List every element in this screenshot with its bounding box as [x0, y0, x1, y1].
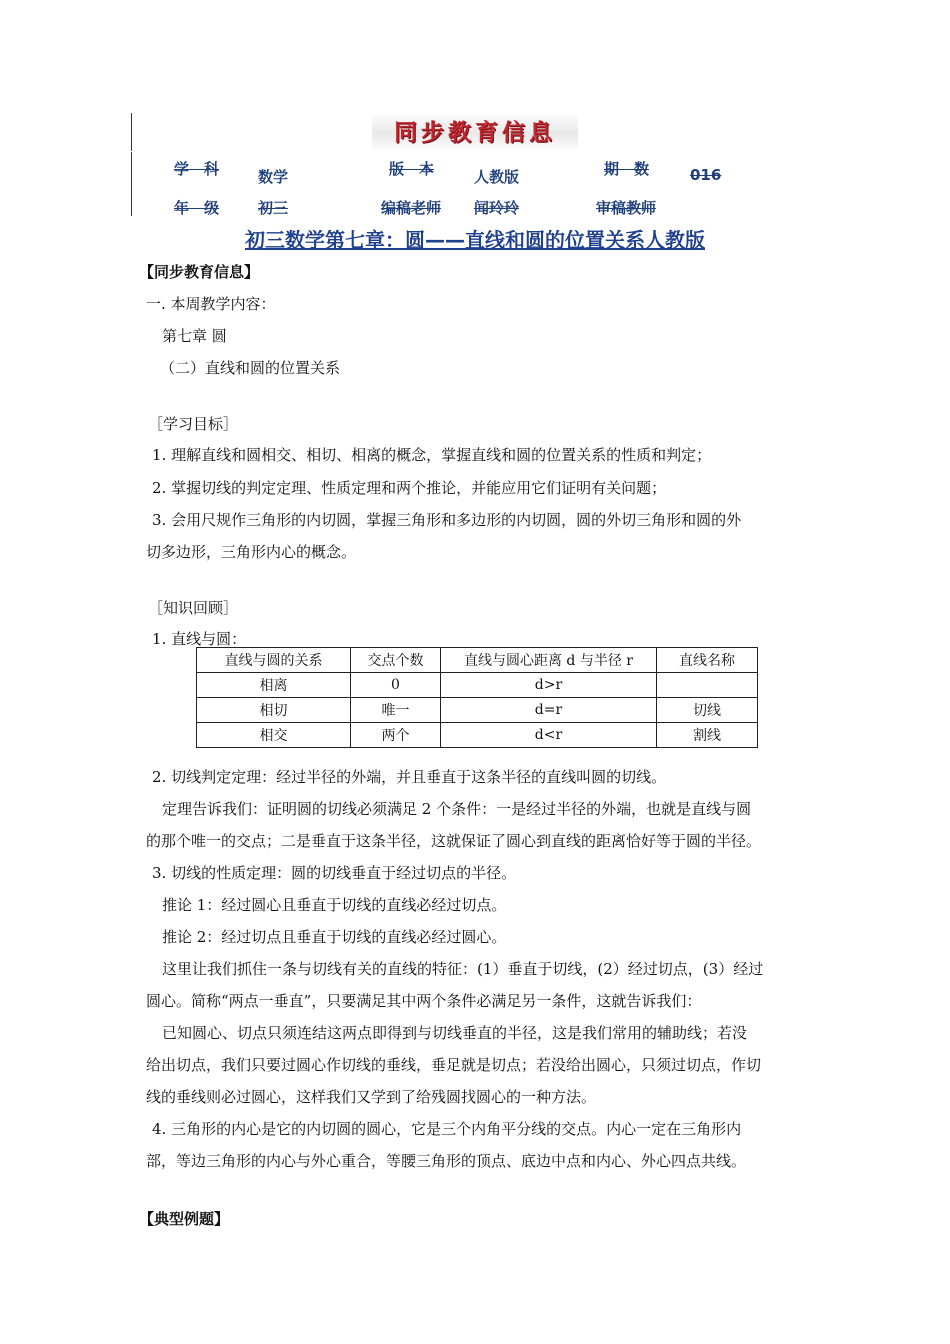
issue-value: 016 — [690, 166, 722, 184]
corollary-2: 推论 2：经过切点且垂直于切线的直线必经过圆心。 — [162, 928, 507, 946]
examples-heading: 【典型例题】 — [139, 1210, 230, 1228]
header-rule-top — [131, 113, 132, 151]
para1-line-1: 这里让我们抓住一条与切线有关的直线的特征：(1）垂直于切线，(2）经过切点，(3）经过 — [162, 960, 764, 978]
chapter-line: 第七章 圆 — [162, 327, 227, 345]
edition-value: 人教版 — [474, 168, 520, 186]
grade-label: 年 级 — [174, 199, 220, 217]
goal-item-3a: 3. 会用尺规作三角形的内切圆，掌握三角形和多边形的内切圆，圆的外切三角形和圆的外 — [152, 511, 742, 529]
para2-line-3: 线的垂线则必过圆心，这样我们又学到了给残圆找圆心的一种方法。 — [146, 1088, 597, 1106]
document-title: 初三数学第七章：圆——直线和圆的位置关系人教版 — [245, 228, 705, 252]
editor-label: 编稿老师 — [381, 199, 442, 217]
review-item-3: 3. 切线的性质定理：圆的切线垂直于经过切点的半径。 — [152, 864, 517, 882]
para1-line-2: 圆心。简称“两点一垂直”，只要满足其中两个条件必满足另一条件，这就告诉我们： — [146, 992, 702, 1010]
table-header-cell: 交点个数 — [351, 648, 441, 673]
position-relation-table — [196, 647, 758, 748]
goal-item-1: 1. 理解直线和圆相交、相切、相离的概念，掌握直线和圆的位置关系的性质和判定； — [152, 446, 712, 464]
subject-label: 学 科 — [174, 160, 220, 178]
edition-label: 版 本 — [389, 160, 435, 178]
table-row — [197, 698, 758, 723]
table-header-cell: 直线与圆心距离 d 与半径 r — [441, 648, 657, 673]
banner-logo — [372, 112, 578, 152]
corollary-1: 推论 1：经过圆心且垂直于切线的直线必经过切点。 — [162, 896, 507, 914]
header-rule-bottom — [131, 152, 132, 216]
table-cell: 相切 — [197, 698, 351, 723]
review-item-2-note-a: 定理告诉我们：证明圆的切线必须满足 2 个条件：一是经过半径的外端，也就是直线与圆 — [162, 800, 752, 818]
table-header-cell: 直线与圆的关系 — [197, 648, 351, 673]
para2-line-2: 给出切点，我们只要过圆心作切线的垂线，垂足就是切点；若没给出圆心，只须过切点，作切 — [146, 1056, 762, 1074]
section-heading-sync: 【同步教育信息】 — [139, 263, 260, 281]
reviewer-label: 审稿教师 — [596, 199, 657, 217]
table-cell: 0 — [351, 673, 441, 698]
review-item-4a: 4. 三角形的内心是它的内切圆的圆心，它是三个内角平分线的交点。内心一定在三角形内 — [152, 1120, 742, 1138]
table-header-row — [197, 648, 758, 673]
table-cell: d=r — [441, 698, 657, 723]
table-cell: 两个 — [351, 723, 441, 748]
table-cell — [657, 673, 758, 698]
goals-heading: ［学习目标］ — [148, 415, 239, 433]
subject-value: 数学 — [258, 168, 289, 186]
editor-value: 闻玲玲 — [474, 199, 520, 217]
review-item-2-note-b: 的那个唯一的交点；二是垂直于这条半径，这就保证了圆心到直线的距离恰好等于圆的半径。 — [146, 832, 762, 850]
para2-line-1: 已知圆心、切点只须连结这两点即得到与切线垂直的半径，这是我们常用的辅助线；若没 — [162, 1024, 748, 1042]
content-label: 一. 本周教学内容： — [146, 295, 276, 313]
table-cell: d<r — [441, 723, 657, 748]
table-row — [197, 723, 758, 748]
review-item-2: 2. 切线判定定理：经过半径的外端，并且垂直于这条半径的直线叫圆的切线。 — [152, 768, 667, 786]
issue-label: 期 数 — [604, 160, 650, 178]
review-heading: ［知识回顾］ — [148, 599, 239, 617]
review-item-4b: 部，等边三角形的内心与外心重合，等腰三角形的顶点、底边中点和内心、外心四点共线。 — [146, 1152, 747, 1170]
goal-item-2: 2. 掌握切线的判定定理、性质定理和两个推论，并能应用它们证明有关问题； — [152, 479, 667, 497]
banner-text: 同步教育信息 — [394, 120, 556, 146]
goal-item-3b: 切多边形，三角形内心的概念。 — [146, 543, 357, 561]
table-cell: d>r — [441, 673, 657, 698]
table-cell: 相交 — [197, 723, 351, 748]
table-header-cell: 直线名称 — [657, 648, 758, 673]
table-cell: 唯一 — [351, 698, 441, 723]
table-cell: 切线 — [657, 698, 758, 723]
table-cell: 相离 — [197, 673, 351, 698]
topic-line: （二）直线和圆的位置关系 — [160, 359, 341, 377]
table-row — [197, 673, 758, 698]
table-cell: 割线 — [657, 723, 758, 748]
review-item-1: 1. 直线与圆： — [152, 630, 247, 648]
grade-value: 初三 — [258, 199, 289, 217]
